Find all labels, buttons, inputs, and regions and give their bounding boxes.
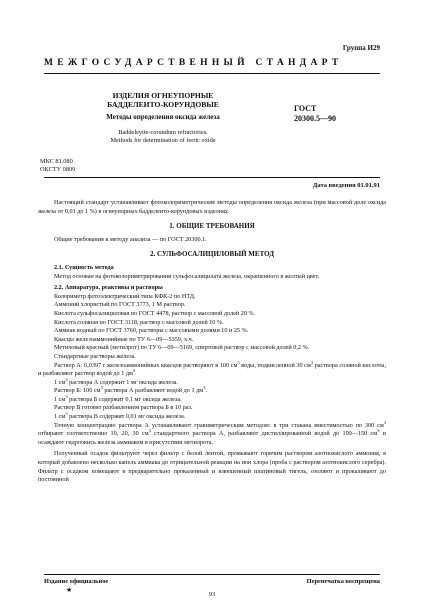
subsection-2-2: 2.2. Аппаратура, реактивы и растворы: [54, 284, 163, 292]
english-title: [58, 129, 268, 145]
list-item: Кислота сульфосалициловая по ГОСТ 4478, раствор с массовой долей 20 %.: [54, 309, 256, 317]
group-label: Группа И29: [342, 44, 380, 52]
mks-code: МКС 81.080: [40, 158, 73, 165]
concentration-v: 1 $см^3$ раствора В содержит 0,01 мг оксида железа.: [54, 411, 186, 421]
list-item: Метиловый красный (метилрот) по ТУ 6—09—5169, спиртовой раствор с массовой долей 0,2 %.: [54, 344, 310, 352]
english-title-line2: Methods for determination of ferric oxide: [110, 137, 216, 144]
okstu-code: ОКСТУ 0809: [40, 166, 76, 173]
solution-b-paragraph: Раствор Б: 100 $см^3$ раствора А разбавляют водой до 1 $дм^3$.: [54, 385, 207, 395]
solution-a-paragraph: Раствор А: 6,0397 г железоаммонийных квасцов растворяют в 100 $см^3$ воды, подкисленной 30 $см^3$ раствора соляной кислоты, и разбавляют раствор водой до 1 $дм^3$.: [38, 359, 386, 378]
title-rule: [44, 177, 380, 178]
section-heading-1: 1. ОБЩИЕ ТРЕБОВАНИЯ: [169, 222, 255, 231]
list-item: Квасцы железоаммонийные по ТУ 6—09—5359, х.ч.: [54, 335, 194, 343]
header-rule: [44, 73, 380, 74]
standard-title: МЕЖГОСУДАРСТВЕННЫЙ СТАНДАРТ: [44, 58, 343, 68]
list-item: Стандартные растворы железа.: [54, 352, 136, 360]
page-number: 93: [208, 591, 216, 598]
gost-number: 20300.5—90: [294, 114, 336, 123]
english-title-line1: Baddeleyite-corundum refractories.: [118, 129, 208, 136]
gost-block: [294, 104, 336, 124]
method-title: Методы определения оксида железа: [106, 113, 220, 121]
reprint-prohibited-label: Перепечатка воспрещена: [306, 578, 380, 585]
essence-paragraph: Метод основан на фотоколориметрировании сульфосалицилата железа, окрашенного в желтый цвет.: [54, 272, 320, 280]
product-title-line2: БАДДЕЛЕИТО-КОРУНДОВЫЕ: [107, 100, 219, 109]
solution-v-paragraph: Раствор В готовят разбавлением раствора Б в 10 раз.: [54, 404, 193, 412]
concentration-b: 1 $см^3$ раствора Б содержит 0,1 мг оксида железа.: [54, 393, 182, 403]
classification-codes: [40, 158, 75, 174]
intro-paragraph: Настоящий стандарт устанавливает фотоколориметрические методы определения оксида железа (при массовой доле оксида железа от 0,01 до 1 %) в огнеупорных бадделеито-корундовых изделиях.: [38, 199, 386, 215]
intro-date: Дата введения 01.01.91: [312, 182, 380, 189]
subsection-2-1: 2.1. Сущность метода: [54, 263, 114, 271]
concentration-a: 1 $см^3$ раствора А содержит 1 мг оксида железа.: [54, 376, 178, 386]
official-edition-label: Издание официальное: [44, 578, 109, 585]
title-block: [58, 91, 268, 121]
general-paragraph: Общие требования к методу анализа — по ГОСТ 20300.1.: [54, 235, 207, 243]
section-heading-2: 2. СУЛЬФОСАЛИЦИЛОВЫЙ МЕТОД: [149, 250, 275, 259]
filter-paragraph: Полученный осадок фильтруют через фильтр с белой лентой, промывают горячим раствором азотнокислого аммония, в который добавлено несколько капель аммиака до отрицательной реакции на ион хлора (проба с раствором азотнокислого серебра). Фильтр с осадком помещают в предварительно прокаленный и взвешенный платиновый тигель, озоляют и прокаливают до постоянной: [38, 450, 386, 484]
list-item: Колориметр фотоэлектрический типа КФК-2 по НТД.: [54, 292, 196, 300]
exact-concentration-paragraph: Точную концентрацию раствора А устанавливают гравиметрическим методом: в три стакана вместимостью по 300 $см^3$ отбирают соответственно 10, 20, 30 $см^3$ стандартного раствора А, разбавляют дистиллированной водой до 100—150 $см^3$ и осаждают гидроокись железа аммиаком в присутствии метилрота.: [38, 419, 386, 446]
list-item: Аммиак водный по ГОСТ 3760, растворы с массовыми долями 10 и 25 %.: [54, 327, 249, 335]
star-icon: ★: [66, 586, 73, 594]
body-text: [38, 199, 386, 485]
list-item: Аммоний хлористый по ГОСТ 3773, 1 М раствор.: [54, 301, 186, 309]
gost-label: ГОСТ: [294, 104, 317, 113]
list-item: Кислота соляная по ГОСТ 3118, раствор с массовой долей 10 %.: [54, 318, 224, 326]
product-title-line1: ИЗДЕЛИЯ ОГНЕУПОРНЫЕ: [112, 91, 214, 100]
footer-rule: [44, 574, 380, 575]
